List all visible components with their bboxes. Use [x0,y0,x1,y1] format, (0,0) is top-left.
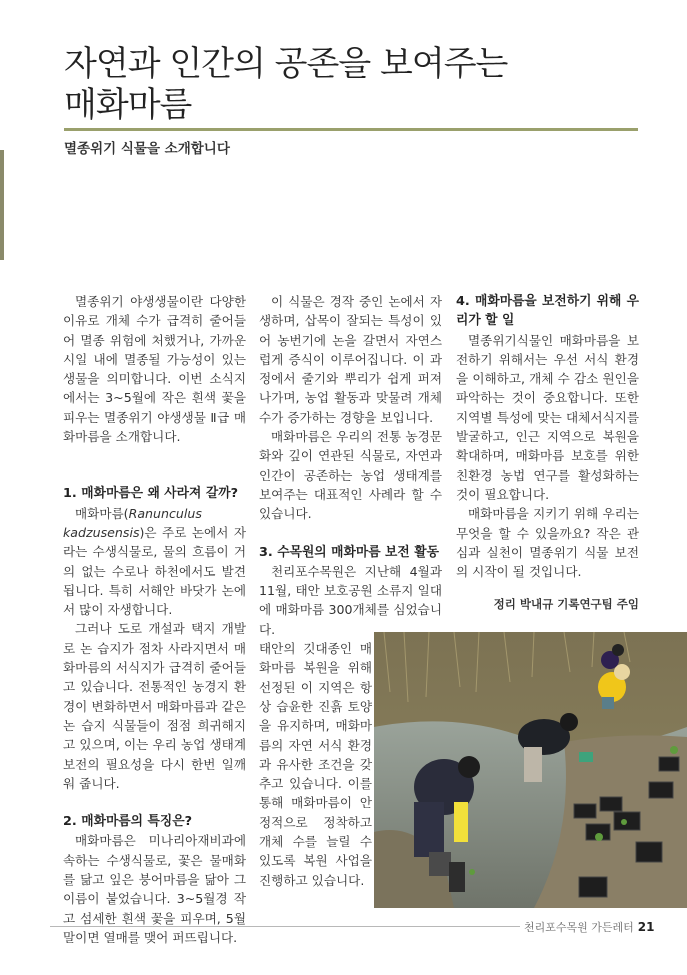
title-divider [64,128,638,131]
section-4-paragraph-1: 멸종위기식물인 매화마름을 보전하기 위해서는 우선 서식 환경을 이해하고, 개체 수 감소 원인을 파악하는 것이 중요합니다. 또한 지역별 특성에 맞는 대체서식지를 발굴하고, 인근 지역으로 복원을 확대하며, 매화마름 보호를 위한 친환경 농법 연구를 활성화하는 것이 필요합니다. [456,332,639,502]
section-3-paragraph-wrap: 태안의 깃대종인 매화마름 복원을 위해 선정된 이 지역은 항상 습윤한 진흙 토양을 유지하며, 매화마름의 자연 서식 환경과 유사한 조건을 갖추고 있습니다. 이를 통해 매화마름이 안정적으로 정착하고 개체 수를 늘릴 수 있도록 복원 사업을 진행하고 있습니다. [259,641,372,888]
column-1 [63,292,246,947]
section-4-heading: 4. 매화마름을 보전하기 위해 우리가 할 일 [456,294,639,329]
section-3-heading: 3. 수목원의 매화마름 보전 활동 [259,544,439,560]
article-subtitle: 멸종위기 식물을 소개합니다 [64,141,230,157]
section-2-paragraph-3: 매화마름은 우리의 전통 농경문화와 깊이 연관된 식물로, 자연과 인간이 공존하는 농업 생태계를 보여주는 대표적인 사례라 할 수 있습니다. [259,429,442,522]
page-footer [524,919,654,935]
column-3 [456,292,639,615]
intro-paragraph: 멸종위기 야생생물이란 다양한 이유로 개체 수가 급격히 줄어들어 멸종 위험에 처했거나, 가까운 시일 내에 멸종될 가능성이 있는 생물을 의미합니다. 이번 소식지에서는 3~5월에 작은 흰색 꽃을 피우는 멸종위기 야생생물 Ⅱ급 매화마름을 소개합니다. [63,294,246,445]
section-1-paragraph-2: 그러나 도로 개설과 택지 개발로 논 습지가 점차 사라지면서 매화마름의 서식지가 급격히 줄어들고 있습니다. 전통적인 농경지 환경이 변화하면서 매화마름과 같은 논 습지 식물들이 점점 희귀해지고 있으며, 이는 우리 농업 생태계 보전의 필요성을 다시 한번 일깨워 줍니다. [63,621,246,791]
scientific-name: Ranunculus kadzusensis [63,505,202,540]
page-number: 21 [637,920,655,934]
section-1-heading: 1. 매화마름은 왜 사라져 갈까? [63,486,238,502]
title-line-1: 자연과 인간의 공존을 보여주는 [64,44,508,84]
title-line-2: 매화마름 [64,85,192,125]
section-2-paragraph-2: 이 식물은 경작 중인 논에서 자생하며, 삽목이 잘되는 특성이 있어 농번기에 논을 갈면서 자연스럽게 증식이 이루어집니다. 이 과정에서 줄기와 뿌리가 쉽게 퍼져나가며, 농업 활동과 맞물려 개체 수가 증가하는 경향을 보입니다. [259,294,442,425]
article-title [64,44,664,126]
section-4-paragraph-2: 매화마름을 지키기 위해 우리는 무엇을 할 수 있을까요? 작은 관심과 실천이 멸종위기 식물 보전의 시작이 될 것입니다. [456,506,639,580]
section-3-paragraph-1: 천리포수목원은 지난해 4월과 11월, 태안 보호공원 소류지 일대에 매화마름 300개체를 심었습니다. [259,563,442,637]
section-1-paragraph-1: 매화마름(Ranunculus kadzusensis)은 주로 논에서 자라는 수생식물로, 물의 흐름이 거의 없는 수로나 하천에서도 발견됩니다. 특히 서해안 바닷가 논에서 많이 자생합니다. [63,505,246,618]
footer-rule [50,926,520,927]
section-2-paragraph-1: 매화마름은 미나리아재비과에 속하는 수생식물로, 꽃은 물매화를 닮고 잎은 붕어마름을 닮아 그 이름이 붙었습니다. 3~5월경 작고 섬세한 흰색 꽃을 피우며, 5월 말이면 열매를 맺어 퍼뜨립니다. [63,833,246,945]
section-2-heading: 2. 매화마름의 특징은? [63,814,192,830]
publication-name: 천리포수목원 가든레터 [524,921,634,934]
restoration-photo [374,632,687,908]
page-edge-strip [0,150,4,260]
byline: 정리 박내규 기록연구팀 주임 [493,597,639,612]
